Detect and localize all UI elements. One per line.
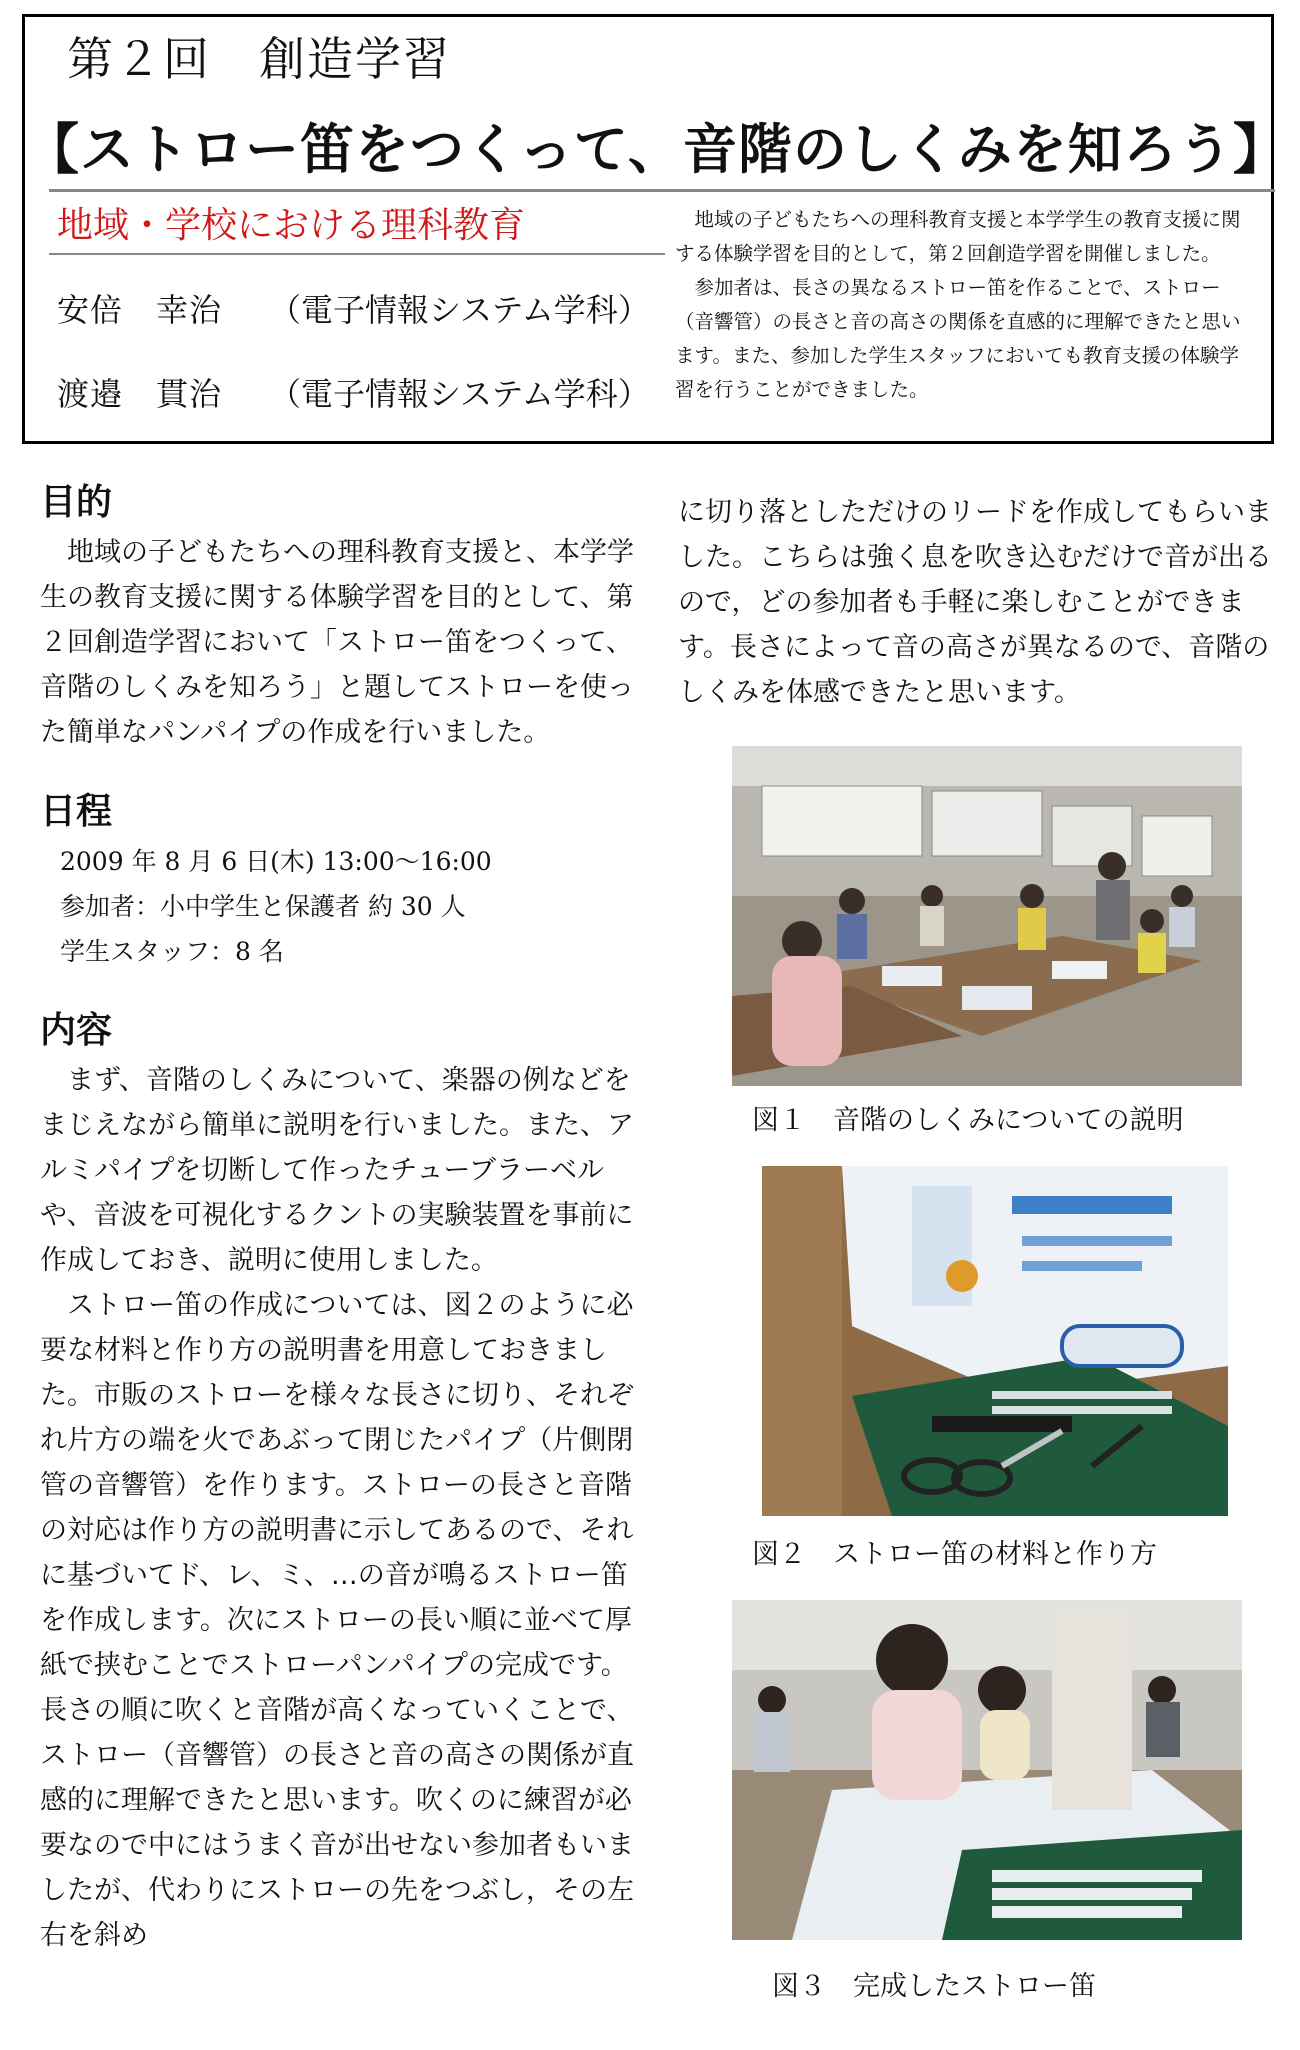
content-paragraph-1: まず、音階のしくみについて、楽器の例などをまじえながら簡単に説明を行いました。また、アルミパイプを切断して作ったチューブラーベルや、音波を可視化するクントの実験装置を事前に作成しておき、説明に使用しました。: [40, 1065, 634, 1276]
purpose-text: 地域の子どもたちへの理科教育支援と、本学学生の教育支援に関する体験学習を目的として、第２回創造学習において「ストロー笛をつくって、音階のしくみを知ろう」と題してストローを使った簡単なパンパイプの作成を行いました。: [40, 537, 634, 748]
figure-1-photo: [732, 746, 1242, 1086]
content-paragraph-3: に切り落としただけのリードを作成してもらいました。こちらは強く息を吹き込むだけで音が出るので，どの参加者も手軽に楽しむことができます。長さによって音の高さが異なるので、音階のしくみを体感できたと思います。: [678, 497, 1272, 708]
issue-title: 第２回 創造学習: [67, 32, 451, 86]
figure-1-caption: 図１ 音階のしくみについての説明: [752, 1105, 1184, 1136]
purpose-heading: 目的: [40, 482, 113, 523]
section-label: 地域・学校における理科教育: [57, 205, 526, 246]
summary: [675, 203, 1247, 407]
summary-paragraph: 地域の子どもたちへの理科教育支援と本学学生の教育支援に関する体験学習を目的として，第２回創造学習を開催しました。: [675, 208, 1241, 265]
author-row: [57, 285, 650, 331]
content-paragraph-2: ストロー笛の作成については、図２のように必要な材料と作り方の説明書を用意しておきました。市販のストローを様々な長さに切り、それぞれ片方の端を火であぶって閉じたパイプ（片側閉管の音響管）を作ります。ストローの長さと音階の対応は作り方の説明書に示してあるので、それに基づいてド、レ、ミ、…の音が鳴るストロー笛を作成します。次にストローの長い順に並べて厚紙で挟むことでストローパンパイプの完成です。長さの順に吹くと音階が高くなっていくことで、ストロー（音響管）の長さと音の高さの関係が直感的に理解できたと思います。吹くのに練習が必要なので中にはうまく音が出せない参加者もいましたが、代わりにストローの先をつぶし，その左右を斜め: [40, 1290, 634, 1951]
schedule-heading: 日程: [40, 791, 113, 832]
author-dept: （電子情報システム学科）: [269, 291, 650, 329]
title-divider: [49, 189, 1275, 192]
right-column: [678, 490, 1278, 715]
schedule-staff: 学生スタッフ：8 名: [60, 937, 284, 966]
content-heading: 内容: [40, 1010, 113, 1051]
header-box: [22, 14, 1288, 444]
figure-3-caption: 図３ 完成したストロー笛: [772, 1971, 1096, 2002]
schedule-date: 2009 年 8 月 6 日(木) 13:00～16:00: [60, 847, 492, 876]
author-name: 渡邉 貫治: [57, 375, 223, 413]
schedule-participants: 参加者：小中学生と保護者 約 30 人: [60, 892, 466, 921]
figure-2-caption: 図２ ストロー笛の材料と作り方: [752, 1539, 1157, 1570]
author-row: [57, 369, 650, 415]
section-divider: [49, 253, 665, 255]
left-column: [40, 476, 640, 1958]
author-name: 安倍 幸治: [57, 291, 223, 329]
figure-2-photo: [762, 1166, 1228, 1516]
main-title: 【ストロー笛をつくって、音階のしくみを知ろう】: [25, 118, 1288, 181]
summary-paragraph: 参加者は、長さの異なるストロー笛を作ることで、ストロー（音響管）の長さと音の高さの関係を直感的に理解できたと思います。また、参加した学生スタッフにおいても教育支援の体験学習を行うことができました。: [675, 276, 1241, 401]
figure-3-photo: [732, 1600, 1242, 1940]
author-dept: （電子情報システム学科）: [269, 375, 650, 413]
